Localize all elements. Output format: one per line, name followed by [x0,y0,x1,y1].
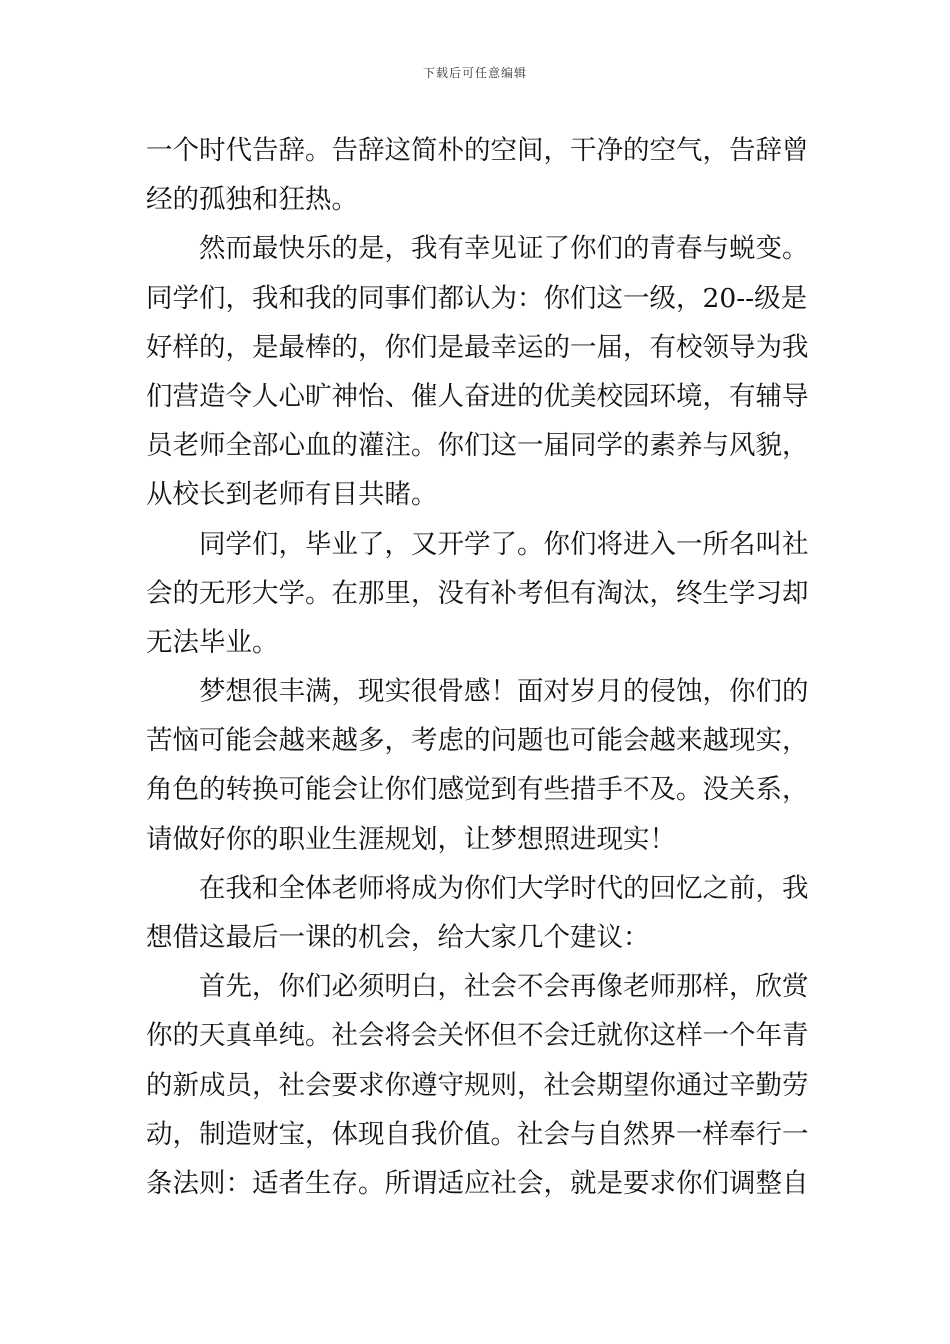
body-line: 的新成员，社会要求你遵守规则，社会期望你通过辛勤劳 [146,1069,808,1101]
body-line: 首先，你们必须明白，社会不会再像老师那样，欣赏 [146,971,808,1003]
body-line: 然而最快乐的是，我有幸见证了你们的青春与蜕变。 [146,233,808,265]
body-line: 们营造令人心旷神怡、催人奋进的优美校园环境，有辅导 [146,380,808,412]
body-line: 条法则：适者生存。所谓适应社会，就是要求你们调整自 [146,1167,808,1199]
body-line: 同学们，毕业了，又开学了。你们将进入一所名叫社 [146,528,808,560]
body-line: 你的天真单纯。社会将会关怀但不会迁就你这样一个年青 [146,1020,808,1052]
body-line: 想借这最后一课的机会，给大家几个建议： [146,922,650,953]
body-line: 同学们，我和我的同事们都认为：你们这一级，20--级是 [146,282,808,314]
body-line: 经的孤独和狂热。 [146,184,358,216]
page-header: 下载后可任意编辑 [422,66,527,80]
body-line: 梦想很丰满，现实很骨感！面对岁月的侵蚀，你们的 [146,676,808,708]
body-line: 请做好你的职业生涯规划，让梦想照进现实！ [146,823,676,855]
body-line: 无法毕业。 [146,626,279,658]
body-line: 从校长到老师有目共睹。 [146,479,438,511]
body-line: 在我和全体老师将成为你们大学时代的回忆之前，我 [146,872,808,904]
body-line: 苦恼可能会越来越多，考虑的问题也可能会越来越现实， [146,725,808,757]
body-line: 员老师全部心血的灌注。你们这一届同学的素养与风貌， [146,430,808,462]
body-line: 会的无形大学。在那里，没有补考但有淘汰，终生学习却 [146,577,808,609]
body-line: 动，制造财宝，体现自我价值。社会与自然界一样奉行一 [146,1118,808,1150]
body-line: 好样的，是最棒的，你们是最幸运的一届，有校领导为我 [146,331,808,363]
document-body [146,126,808,1208]
body-line: 角色的转换可能会让你们感觉到有些措手不及。没关系， [146,774,808,806]
body-line: 一个时代告辞。告辞这简朴的空间，干净的空气，告辞曾 [146,135,808,166]
